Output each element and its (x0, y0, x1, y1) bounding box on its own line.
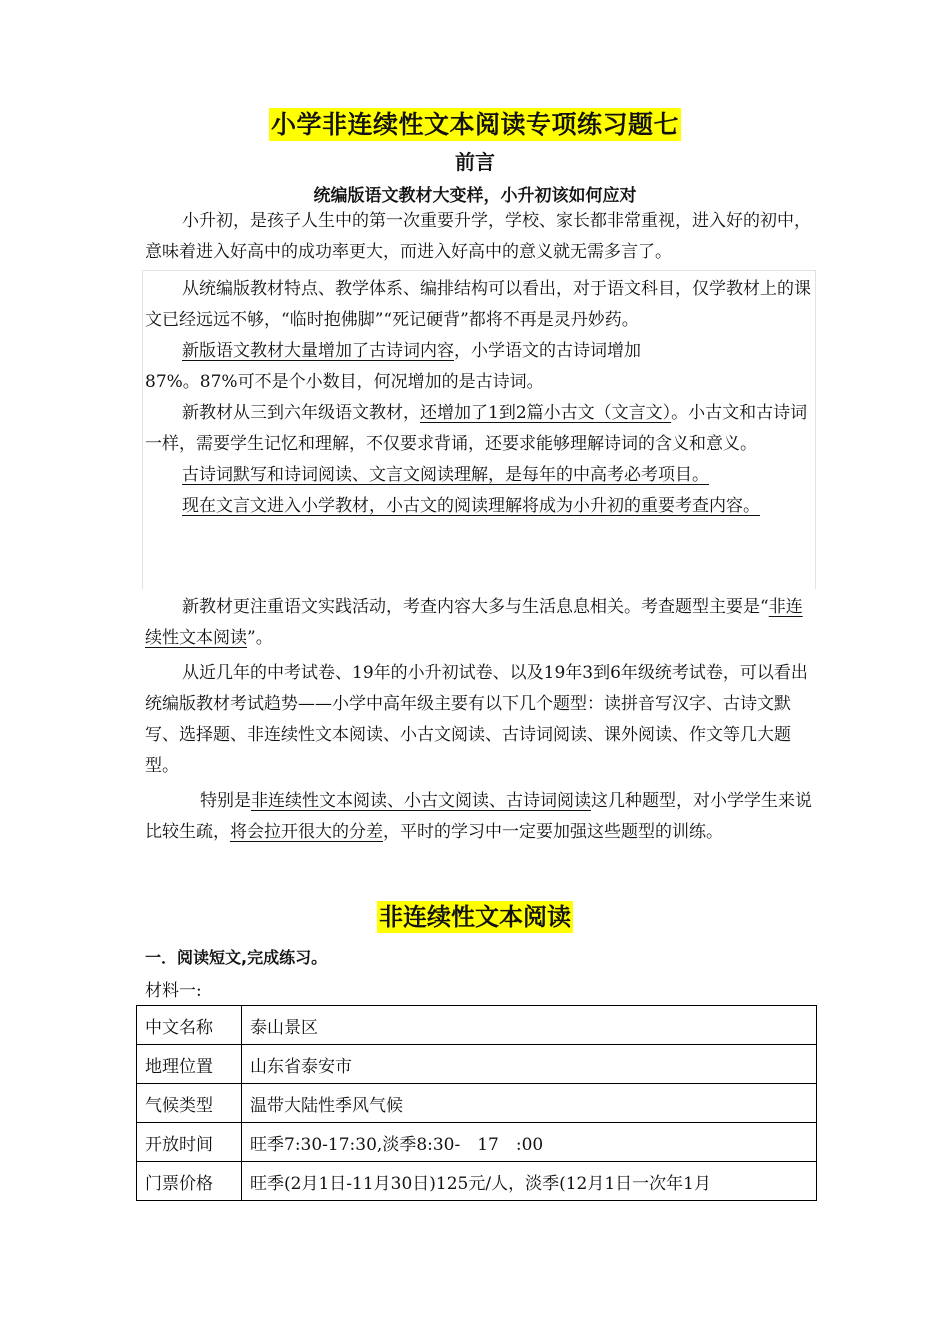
paragraph-3-cont: 87%。87%可不是个小数目，何况增加的是古诗词。 (145, 372, 544, 392)
paragraph-3-text: ，小学语文的古诗词增加 (454, 341, 641, 361)
underlined-phrase: 将会拉开很大的分差 (230, 822, 383, 842)
paragraph-1 (145, 206, 813, 268)
table-value-cell: 旺季(2月1日-11月30日)125元/人，淡季(12月1日一次年1月 (242, 1162, 817, 1201)
paragraph-9 (145, 786, 813, 848)
paragraph-9-mid: 这几种题型，对小学学生来说比较生疏， (145, 791, 812, 842)
table-key-cell: 中文名称 (137, 1006, 242, 1045)
table-row (137, 1045, 817, 1084)
paragraph-7 (145, 592, 813, 654)
paragraph-9-rest: ，平时的学习中一定要加强这些题型的训练。 (383, 822, 723, 842)
underlined-phrase: 非连续性文本阅读 (145, 597, 803, 648)
preface-subtitle: 统编版语文教材大变样，小升初该如何应对 (313, 186, 637, 206)
table-row (137, 1123, 817, 1162)
document-title: 小学非连续性文本阅读专项练习题七 (270, 110, 679, 139)
paragraph-9-text: 特别是 (200, 791, 251, 811)
table-row (137, 1084, 817, 1123)
paragraph-7-rest: ”。 (247, 628, 273, 648)
underlined-phrase: 古诗词默写和诗词阅读、文言文阅读理解，是每年的中高考必考项目。 (182, 465, 709, 485)
preface-heading: 前言 (455, 150, 495, 174)
paragraph-6 (145, 491, 813, 522)
table-value-cell: 山东省泰安市 (242, 1045, 817, 1084)
section-title: 非连续性文本阅读 (379, 903, 571, 931)
underlined-phrase: 还增加了1到2篇小古文（文言文） (420, 403, 672, 423)
document-title-block (0, 105, 950, 141)
framed-paragraphs (145, 274, 813, 522)
table-value-cell: 泰山景区 (242, 1006, 817, 1045)
paragraph-8: 从近几年的中考试卷、19年的小升初试卷、以及19年3到6年级统考试卷，可以看出统编版教材考试趋势——小学中高年级主要有以下几个题型：读拼音写汉字、古诗文默写、选择题、非连续性文本阅读、小古文阅读、古诗词阅读、课外阅读、作文等几大题型。 (145, 663, 808, 776)
underlined-phrase: 非连续性文本阅读、小古文阅读、古诗词阅读 (251, 791, 591, 811)
paragraph-5 (145, 460, 813, 491)
info-table (136, 1005, 817, 1201)
lower-paragraphs (145, 592, 813, 848)
table-row (137, 1006, 817, 1045)
table-value-cell: 旺季7:30-17:30,淡季8:30- 17 :00 (242, 1123, 817, 1162)
section-title-block (0, 897, 950, 932)
question-1: 一．阅读短文,完成练习。 (145, 948, 328, 967)
paragraph-4-text: 新教材从三到六年级语文教材， (182, 403, 420, 423)
table-key-cell: 开放时间 (137, 1123, 242, 1162)
table-key-cell: 气候类型 (137, 1084, 242, 1123)
paragraph-1-text: 小升初，是孩子人生中的第一次重要升学，学校、家长都非常重视，进入好的初中，意味着进入好高中的成功率更大，而进入好高中的意义就无需多言了。 (145, 211, 811, 262)
paragraph-7-text: 新教材更注重语文实践活动，考查内容大多与生活息息相关。考查题型主要是“ (182, 597, 769, 617)
material-label: 材料一: (145, 981, 202, 1001)
table-key-cell: 门票价格 (137, 1162, 242, 1201)
table-row (137, 1162, 817, 1201)
underlined-phrase: 现在文言文进入小学教材，小古文的阅读理解将成为小升初的重要考查内容。 (182, 496, 760, 516)
table-value-cell: 温带大陆性季风气候 (242, 1084, 817, 1123)
table-key-cell: 地理位置 (137, 1045, 242, 1084)
underlined-phrase: 新版语文教材大量增加了古诗词内容 (182, 341, 454, 361)
paragraph-4 (145, 398, 813, 460)
paragraph-4-rest: 。小古文和古诗词一样，需要学生记忆和理解，不仅要求背诵，还要求能够理解诗词的含义和意义。 (145, 403, 808, 454)
paragraph-2: 从统编版教材特点、教学体系、编排结构可以看出，对于语文科目，仅学教材上的课文已经远远不够，“临时抱佛脚”“死记硬背”都将不再是灵丹妙药。 (145, 279, 811, 330)
paragraph-3 (145, 336, 813, 367)
